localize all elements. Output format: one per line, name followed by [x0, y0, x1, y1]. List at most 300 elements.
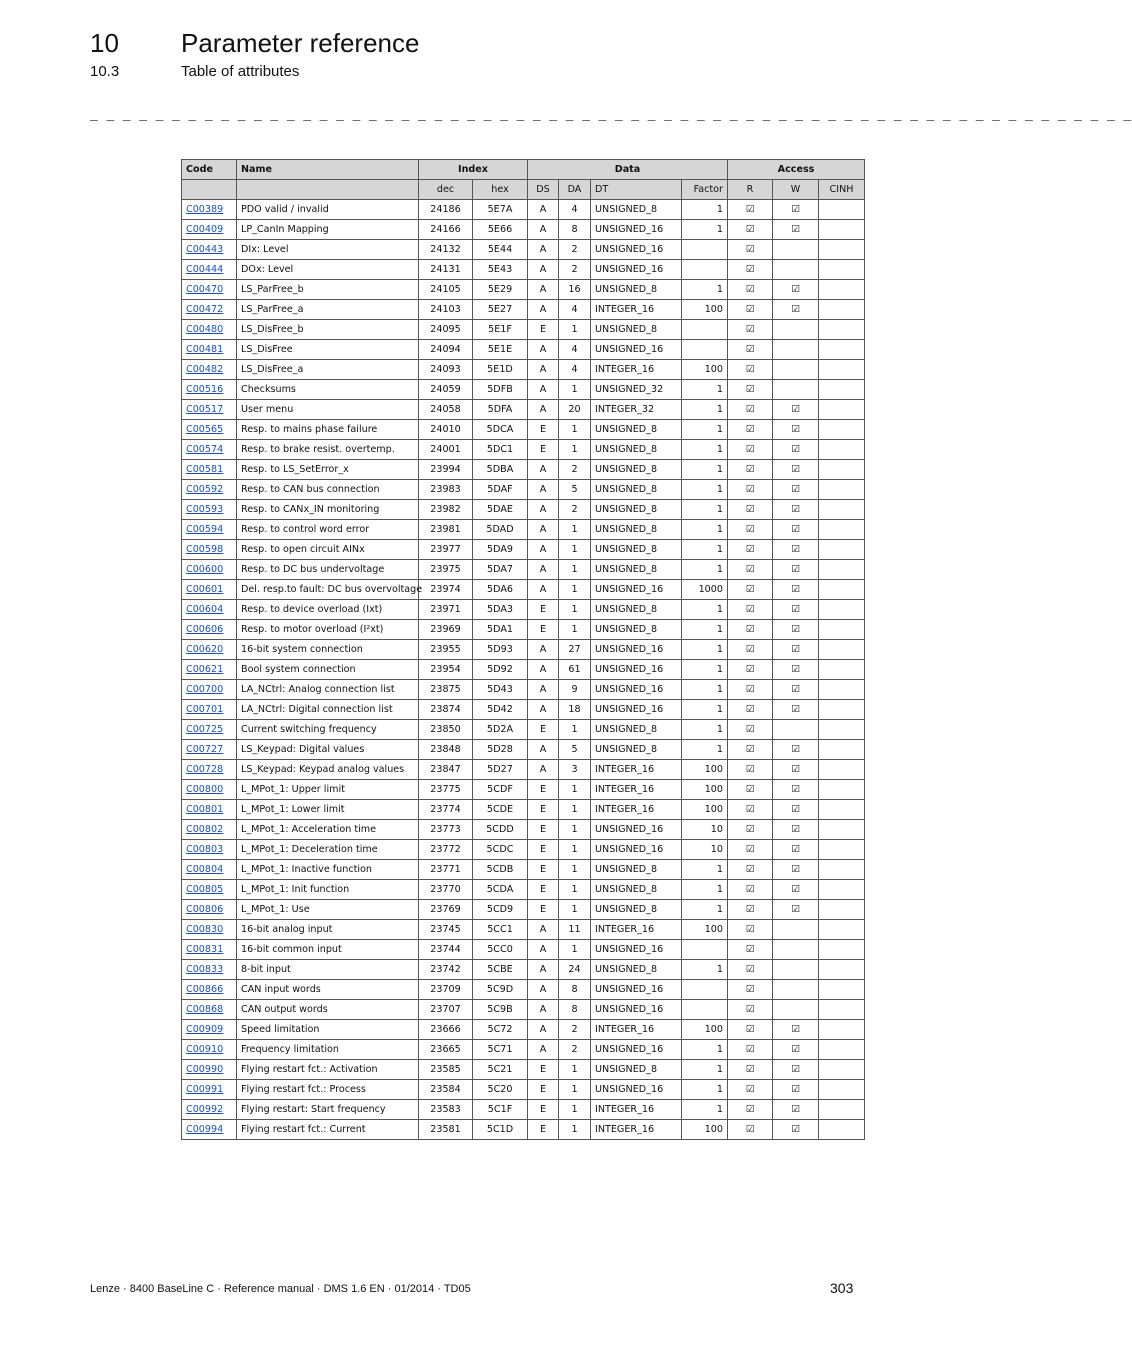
parameter-code-link[interactable]: C00803	[186, 844, 224, 855]
parameter-name: Resp. to CANx_IN monitoring	[241, 504, 380, 515]
parameter-code-link-cell	[182, 260, 237, 280]
parameter-code-link[interactable]: C00725	[186, 724, 224, 735]
parameter-code-link[interactable]: C00593	[186, 504, 224, 515]
access-write-check-cell	[773, 320, 819, 340]
header-dec: dec	[419, 180, 473, 200]
data-type: UNSIGNED_16	[595, 664, 664, 675]
data-da: 1	[571, 724, 578, 735]
index-dec: 23585	[430, 1064, 461, 1075]
parameter-name: LS_ParFree_a	[241, 304, 304, 315]
index-dec-cell	[419, 480, 473, 500]
access-read-check: ☑	[745, 304, 755, 315]
data-type-cell	[591, 260, 682, 280]
index-hex: 5DA1	[487, 624, 513, 635]
index-hex: 5D27	[487, 764, 513, 775]
parameter-code-link[interactable]: C00994	[186, 1124, 224, 1135]
data-ds-cell	[528, 820, 559, 840]
data-da-cell	[559, 900, 591, 920]
parameter-name: Resp. to motor overload (I²xt)	[241, 624, 384, 635]
data-da: 4	[571, 344, 578, 355]
parameter-code-link[interactable]: C00700	[186, 684, 224, 695]
index-hex: 5DA7	[487, 564, 513, 575]
parameter-code-link-cell	[182, 720, 237, 740]
access-write-check-cell	[773, 740, 819, 760]
data-da: 3	[571, 764, 578, 775]
index-hex: 5C72	[487, 1024, 513, 1035]
parameter-code-link[interactable]: C00727	[186, 744, 224, 755]
data-ds-cell	[528, 1020, 559, 1040]
data-ds: E	[539, 424, 547, 435]
data-ds-cell	[528, 920, 559, 940]
table-row	[182, 500, 865, 520]
index-hex: 5CDD	[486, 824, 514, 835]
data-ds: E	[539, 604, 547, 615]
data-ds-cell	[528, 300, 559, 320]
data-da: 1	[571, 1104, 578, 1115]
parameter-code-link[interactable]: C00574	[186, 444, 224, 455]
data-factor: 1000	[698, 584, 723, 595]
parameter-name-cell	[237, 1040, 419, 1060]
parameter-code-link[interactable]: C00909	[186, 1024, 224, 1035]
data-ds: E	[539, 444, 547, 455]
data-type: UNSIGNED_16	[595, 984, 664, 995]
table-row	[182, 720, 865, 740]
access-write-check-cell	[773, 360, 819, 380]
parameter-code-link[interactable]: C00868	[186, 1004, 224, 1015]
access-write-check-cell	[773, 400, 819, 420]
index-hex-cell	[473, 720, 528, 740]
index-dec: 23770	[430, 884, 461, 895]
data-type: UNSIGNED_8	[595, 964, 658, 975]
data-type-cell	[591, 980, 682, 1000]
index-dec: 23875	[430, 684, 461, 695]
index-dec: 23977	[430, 544, 461, 555]
access-read-check: ☑	[745, 844, 755, 855]
parameter-code-link[interactable]: C00801	[186, 804, 224, 815]
data-factor: 1	[716, 904, 723, 915]
access-read-check-cell	[728, 200, 773, 220]
parameter-code-link[interactable]: C00481	[186, 344, 224, 355]
table-row	[182, 640, 865, 660]
data-factor-cell	[682, 840, 728, 860]
data-da-cell	[559, 260, 591, 280]
data-ds-cell	[528, 800, 559, 820]
access-read-check: ☑	[745, 984, 755, 995]
access-read-check: ☑	[745, 444, 755, 455]
access-cinh-cell	[819, 600, 865, 620]
data-factor: 1	[716, 424, 723, 435]
index-dec-cell	[419, 920, 473, 940]
data-ds-cell	[528, 940, 559, 960]
data-type-cell	[591, 780, 682, 800]
index-hex: 5E44	[487, 244, 513, 255]
index-dec: 23848	[430, 744, 461, 755]
index-dec-cell	[419, 940, 473, 960]
access-write-check: ☑	[791, 284, 800, 295]
access-cinh-cell	[819, 820, 865, 840]
parameter-code-link-cell	[182, 220, 237, 240]
access-read-check-cell	[728, 640, 773, 660]
data-ds: E	[539, 864, 547, 875]
parameter-name: LA_NCtrl: Analog connection list	[241, 684, 395, 695]
parameter-name-cell	[237, 1120, 419, 1140]
access-cinh-cell	[819, 480, 865, 500]
parameter-code-link-cell	[182, 380, 237, 400]
index-dec-cell	[419, 320, 473, 340]
access-read-check-cell	[728, 360, 773, 380]
parameter-code-link[interactable]: C00806	[186, 904, 224, 915]
parameter-code-link[interactable]: C00621	[186, 664, 224, 675]
index-dec-cell	[419, 900, 473, 920]
access-read-check: ☑	[745, 244, 755, 255]
parameter-code-link-cell	[182, 300, 237, 320]
table-row	[182, 700, 865, 720]
parameter-name-cell	[237, 220, 419, 240]
data-ds-cell	[528, 540, 559, 560]
data-type: UNSIGNED_16	[595, 644, 664, 655]
index-hex: 5C9D	[486, 984, 514, 995]
data-ds: A	[539, 504, 547, 515]
index-hex-cell	[473, 300, 528, 320]
table-row	[182, 660, 865, 680]
parameter-code-link[interactable]: C00833	[186, 964, 224, 975]
access-write-check-cell	[773, 520, 819, 540]
data-ds-cell	[528, 200, 559, 220]
access-read-check: ☑	[745, 824, 755, 835]
access-read-check: ☑	[745, 964, 755, 975]
data-type: UNSIGNED_16	[595, 244, 664, 255]
data-da: 1	[571, 864, 578, 875]
parameter-code-link[interactable]: C00606	[186, 624, 224, 635]
data-type-cell	[591, 880, 682, 900]
data-type: UNSIGNED_16	[595, 944, 664, 955]
parameter-name-cell	[237, 600, 419, 620]
data-ds-cell	[528, 620, 559, 640]
data-da: 1	[571, 564, 578, 575]
access-read-check-cell	[728, 600, 773, 620]
access-read-check: ☑	[745, 504, 755, 515]
data-da-cell	[559, 400, 591, 420]
data-factor-cell	[682, 360, 728, 380]
index-hex-cell	[473, 340, 528, 360]
data-ds-cell	[528, 660, 559, 680]
data-ds: A	[539, 284, 547, 295]
table-row	[182, 560, 865, 580]
data-da-cell	[559, 520, 591, 540]
parameter-name-cell	[237, 980, 419, 1000]
data-factor: 1	[716, 564, 723, 575]
parameter-code-link-cell	[182, 1020, 237, 1040]
access-write-check-cell	[773, 540, 819, 560]
data-type-cell	[591, 520, 682, 540]
data-factor-cell	[682, 1080, 728, 1100]
parameter-code-link[interactable]: C00592	[186, 484, 224, 495]
data-da-cell	[559, 780, 591, 800]
index-dec-cell	[419, 600, 473, 620]
parameter-code-link-cell	[182, 780, 237, 800]
parameter-code-link[interactable]: C00992	[186, 1104, 224, 1115]
index-dec-cell	[419, 1080, 473, 1100]
parameter-name: 8-bit input	[241, 964, 291, 975]
index-dec: 23665	[430, 1044, 461, 1055]
parameter-code-link[interactable]: C00701	[186, 704, 224, 715]
access-read-check: ☑	[745, 424, 755, 435]
index-hex-cell	[473, 320, 528, 340]
index-hex: 5DA6	[487, 584, 513, 595]
parameter-code-link[interactable]: C00482	[186, 364, 224, 375]
access-read-check: ☑	[745, 1104, 755, 1115]
parameter-code-link[interactable]: C00470	[186, 284, 224, 295]
data-type-cell	[591, 1100, 682, 1120]
access-write-check-cell	[773, 660, 819, 680]
parameter-code-link-cell	[182, 680, 237, 700]
data-ds-cell	[528, 1120, 559, 1140]
index-hex: 5C71	[487, 1044, 513, 1055]
access-read-check: ☑	[745, 644, 755, 655]
index-dec: 24058	[430, 404, 461, 415]
access-read-check: ☑	[745, 464, 755, 475]
parameter-name: Flying restart fct.: Activation	[241, 1064, 378, 1075]
data-da: 1	[571, 624, 578, 635]
access-write-check-cell	[773, 300, 819, 320]
access-cinh-cell	[819, 1020, 865, 1040]
data-da: 8	[571, 984, 578, 995]
data-factor-cell	[682, 980, 728, 1000]
index-hex-cell	[473, 260, 528, 280]
access-write-check: ☑	[791, 704, 800, 715]
header-ds: DS	[528, 180, 559, 200]
access-read-check-cell	[728, 1020, 773, 1040]
index-hex-cell	[473, 840, 528, 860]
data-ds-cell	[528, 500, 559, 520]
parameter-code-link[interactable]: C00830	[186, 924, 224, 935]
data-factor-cell	[682, 1000, 728, 1020]
access-read-check: ☑	[745, 224, 755, 235]
data-da-cell	[559, 700, 591, 720]
parameter-name: DIx: Level	[241, 244, 289, 255]
access-cinh-cell	[819, 200, 865, 220]
data-type: INTEGER_32	[595, 404, 655, 415]
parameter-name: Flying restart fct.: Current	[241, 1124, 366, 1135]
parameter-code-link-cell	[182, 460, 237, 480]
data-factor-cell	[682, 740, 728, 760]
data-type: UNSIGNED_8	[595, 724, 658, 735]
data-factor-cell	[682, 1100, 728, 1120]
data-factor-cell	[682, 660, 728, 680]
access-write-check: ☑	[791, 624, 800, 635]
index-dec-cell	[419, 620, 473, 640]
access-write-check-cell	[773, 280, 819, 300]
data-da: 1	[571, 1124, 578, 1135]
data-ds: E	[539, 844, 547, 855]
parameter-name-cell	[237, 360, 419, 380]
index-hex-cell	[473, 360, 528, 380]
parameter-code-link[interactable]: C00594	[186, 524, 224, 535]
access-read-check-cell	[728, 660, 773, 680]
data-da-cell	[559, 380, 591, 400]
parameter-code-link[interactable]: C00517	[186, 404, 224, 415]
parameter-code-link[interactable]: C00805	[186, 884, 224, 895]
parameter-name-cell	[237, 900, 419, 920]
parameter-name: L_MPot_1: Lower limit	[241, 804, 345, 815]
index-hex: 5D93	[487, 644, 513, 655]
parameter-code-link[interactable]: C00472	[186, 304, 224, 315]
data-ds-cell	[528, 960, 559, 980]
table-row	[182, 800, 865, 820]
data-factor-cell	[682, 240, 728, 260]
access-read-check: ☑	[745, 344, 755, 355]
parameter-name: Resp. to open circuit AINx	[241, 544, 365, 555]
index-hex-cell	[473, 880, 528, 900]
access-read-check-cell	[728, 520, 773, 540]
data-ds-cell	[528, 1100, 559, 1120]
index-dec-cell	[419, 420, 473, 440]
parameter-name: LS_ParFree_b	[241, 284, 304, 295]
parameter-name: LS_Keypad: Keypad analog values	[241, 764, 405, 775]
index-hex-cell	[473, 1080, 528, 1100]
parameter-code-link[interactable]: C00800	[186, 784, 224, 795]
data-type-cell	[591, 380, 682, 400]
access-write-check: ☑	[791, 644, 800, 655]
data-type-cell	[591, 960, 682, 980]
parameter-name: DOx: Level	[241, 264, 294, 275]
access-read-check: ☑	[745, 804, 755, 815]
index-dec: 23954	[430, 664, 461, 675]
index-dec-cell	[419, 1040, 473, 1060]
index-hex-cell	[473, 820, 528, 840]
access-write-check: ☑	[791, 524, 800, 535]
index-dec-cell	[419, 440, 473, 460]
access-cinh-cell	[819, 1100, 865, 1120]
index-hex: 5DC1	[486, 444, 514, 455]
data-da: 1	[571, 424, 578, 435]
data-type-cell	[591, 580, 682, 600]
parameter-code-link[interactable]: C00991	[186, 1084, 224, 1095]
access-read-check-cell	[728, 380, 773, 400]
parameter-code-link[interactable]: C00565	[186, 424, 224, 435]
index-dec: 23981	[430, 524, 461, 535]
data-factor-cell	[682, 200, 728, 220]
access-write-check-cell	[773, 1100, 819, 1120]
parameter-code-link[interactable]: C00389	[186, 204, 224, 215]
parameter-code-link[interactable]: C00480	[186, 324, 224, 335]
access-read-check-cell	[728, 460, 773, 480]
data-ds: A	[539, 584, 547, 595]
parameter-code-link[interactable]: C00516	[186, 384, 224, 395]
data-type-cell	[591, 340, 682, 360]
parameter-code-link[interactable]: C00990	[186, 1064, 224, 1075]
parameter-name-cell	[237, 680, 419, 700]
data-da-cell	[559, 800, 591, 820]
index-hex-cell	[473, 780, 528, 800]
parameter-code-link[interactable]: C00581	[186, 464, 224, 475]
data-factor: 1	[716, 384, 723, 395]
index-hex-cell	[473, 560, 528, 580]
data-da: 18	[568, 704, 581, 715]
index-hex-cell	[473, 600, 528, 620]
data-ds-cell	[528, 980, 559, 1000]
index-hex: 5DFB	[487, 384, 513, 395]
data-da-cell	[559, 720, 591, 740]
data-type: UNSIGNED_8	[595, 204, 658, 215]
index-hex-cell	[473, 240, 528, 260]
parameter-code-link-cell	[182, 280, 237, 300]
access-read-check: ☑	[745, 384, 755, 395]
index-hex: 5D2A	[486, 724, 514, 735]
parameter-code-link[interactable]: C00831	[186, 944, 224, 955]
parameter-code-link[interactable]: C00866	[186, 984, 224, 995]
data-type: UNSIGNED_16	[595, 264, 664, 275]
data-factor-cell	[682, 700, 728, 720]
header-hex: hex	[473, 180, 528, 200]
data-type: UNSIGNED_16	[595, 344, 664, 355]
index-hex: 5DAF	[487, 484, 513, 495]
data-factor-cell	[682, 1020, 728, 1040]
header-separator: _ _ _ _ _ _ _ _ _ _ _ _ _ _ _ _ _ _ _ _ _ _ _ _ _ _ _ _ _ _ _ _ _ _ _ _ _ _ _ _ _ _ _ _ _ _ _ _ _ _ _ _ _ _ _ _ _ _ _ _ _ _ _ _	[90, 108, 1132, 123]
table-row	[182, 600, 865, 620]
data-da-cell	[559, 580, 591, 600]
access-read-check-cell	[728, 440, 773, 460]
index-dec-cell	[419, 260, 473, 280]
access-write-check: ☑	[791, 504, 800, 515]
index-dec-cell	[419, 520, 473, 540]
table-row	[182, 820, 865, 840]
parameter-code-link[interactable]: C00604	[186, 604, 224, 615]
header-dt: DT	[591, 180, 682, 200]
access-write-check-cell	[773, 840, 819, 860]
access-write-check-cell	[773, 420, 819, 440]
parameter-name-cell	[237, 440, 419, 460]
table-row	[182, 400, 865, 420]
data-ds: A	[539, 744, 547, 755]
data-da-cell	[559, 600, 591, 620]
table-row	[182, 1040, 865, 1060]
parameter-code-link[interactable]: C00728	[186, 764, 224, 775]
parameter-code-link-cell	[182, 660, 237, 680]
parameter-code-link[interactable]: C00802	[186, 824, 224, 835]
data-ds: A	[539, 944, 547, 955]
access-read-check-cell	[728, 1100, 773, 1120]
index-dec-cell	[419, 780, 473, 800]
access-write-check: ☑	[791, 1124, 800, 1135]
parameter-code-link[interactable]: C00409	[186, 224, 224, 235]
parameter-code-link[interactable]: C00620	[186, 644, 224, 655]
access-cinh-cell	[819, 220, 865, 240]
parameter-name: Speed limitation	[241, 1024, 320, 1035]
access-read-check-cell	[728, 1000, 773, 1020]
access-read-check-cell	[728, 920, 773, 940]
data-da: 9	[571, 684, 578, 695]
parameter-code-link[interactable]: C00598	[186, 544, 224, 555]
parameter-name: Del. resp.to fault: DC bus overvoltage	[241, 584, 423, 595]
data-factor: 100	[704, 764, 723, 775]
access-write-check: ☑	[791, 304, 800, 315]
parameter-code-link[interactable]: C00600	[186, 564, 224, 575]
access-cinh-cell	[819, 640, 865, 660]
access-write-check: ☑	[791, 764, 800, 775]
data-da: 20	[568, 404, 581, 415]
parameter-code-link[interactable]: C00910	[186, 1044, 224, 1055]
parameter-code-link[interactable]: C00601	[186, 584, 224, 595]
parameter-name-cell	[237, 960, 419, 980]
parameter-code-link[interactable]: C00804	[186, 864, 224, 875]
access-write-check-cell	[773, 340, 819, 360]
parameter-name: Flying restart fct.: Process	[241, 1084, 366, 1095]
index-hex-cell	[473, 220, 528, 240]
parameter-code-link[interactable]: C00443	[186, 244, 224, 255]
parameter-code-link-cell	[182, 520, 237, 540]
parameter-code-link[interactable]: C00444	[186, 264, 224, 275]
